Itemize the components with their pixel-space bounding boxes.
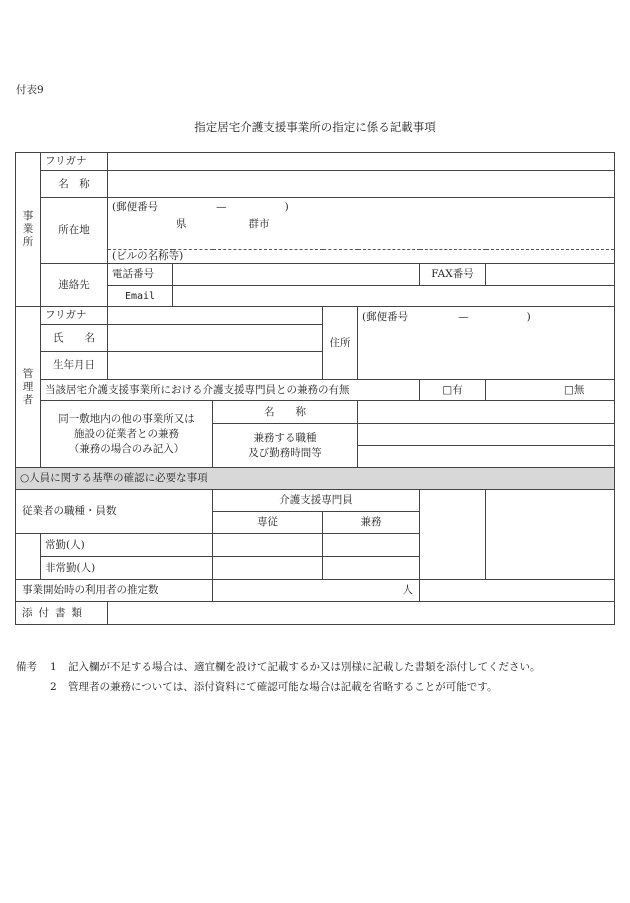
office-name-label: 名 称 (41, 171, 108, 198)
estimated-users-blank (420, 580, 615, 602)
manager-other-role-label: 兼務する職種 及び勤務時間等 (213, 424, 358, 468)
manager-furigana-field[interactable] (108, 307, 323, 325)
office-section-label: 事 業 所 (16, 153, 41, 307)
notes-label: 備考 (16, 661, 37, 673)
staff-fulltime-label: 常勤(人) (41, 534, 213, 557)
registration-form (15, 152, 615, 625)
office-contact-label: 連絡先 (41, 264, 108, 307)
manager-other-name-field[interactable] (358, 401, 615, 424)
option-no-checkbox[interactable]: □無 (486, 380, 615, 401)
staff-parttime-dedicated-field[interactable] (213, 557, 323, 580)
staff-section-title: ○人員に関する基準の確認に必要な事項 (16, 468, 615, 490)
office-postal-line: (郵便番号 — ) (112, 201, 289, 213)
office-furigana-field[interactable] (108, 153, 615, 171)
staff-job-count-label: 従業者の職種・員数 (16, 490, 213, 534)
note-item: 2 管理者の兼務については、添付資料にて確認可能な場合は記載を省略することが可能です。 (50, 681, 498, 693)
note-item: 備考 1 記入欄が不足する場合は、適宜欄を設けて記載するか又は別様に記載した書類を添付してください。 (16, 657, 541, 677)
staff-parttime-label: 非常勤(人) (41, 557, 213, 580)
estimated-users-field[interactable]: 人 (213, 580, 420, 602)
manager-other-concurrent-label: 同一敷地内の他の事業所又は 施設の従業者との兼務 （兼務の場合のみ記入） (41, 401, 213, 468)
manager-furigana-label: フリガナ (41, 307, 108, 325)
office-building-field[interactable]: (ビルの名称等) (108, 250, 615, 264)
staff-fulltime-concurrent-field[interactable] (323, 534, 420, 557)
manager-name-field[interactable] (108, 325, 323, 352)
manager-section-label: 管 理 者 (16, 307, 41, 468)
attachment-number: 付表9 (16, 84, 44, 96)
staff-indent-cell (16, 534, 41, 580)
option-yes-checkbox[interactable]: □有 (420, 380, 486, 401)
office-name-field[interactable] (108, 171, 615, 198)
attachments-field[interactable] (108, 602, 615, 625)
staff-blank-col-b (486, 490, 615, 580)
manager-other-role-field-2[interactable] (358, 446, 615, 468)
office-prefecture-line: 県 群市 (176, 218, 270, 230)
staff-fulltime-dedicated-field[interactable] (213, 534, 323, 557)
manager-address-label: 住所 (323, 307, 358, 380)
manager-other-name-label: 名 称 (213, 401, 358, 424)
staff-concurrent-label: 兼務 (323, 512, 420, 534)
estimated-users-label: 事業開始時の利用者の推定数 (16, 580, 213, 602)
office-fax-label: FAX番号 (420, 264, 486, 286)
staff-parttime-concurrent-field[interactable] (323, 557, 420, 580)
staff-full-time-only-label: 専従 (213, 512, 323, 534)
manager-address-field[interactable]: (郵便番号 — ) (358, 307, 615, 380)
notes-block (16, 657, 541, 697)
manager-other-role-field-1[interactable] (358, 424, 615, 446)
manager-birthdate-field[interactable] (108, 352, 323, 380)
manager-concurrent-question: 当該居宅介護支援事業所における介護支援専門員との兼務の有無 (41, 380, 420, 401)
document-title: 指定居宅介護支援事業所の指定に係る記載事項 (194, 120, 436, 134)
office-email-field[interactable] (173, 286, 615, 307)
office-phone-label: 電話番号 (108, 264, 173, 286)
staff-blank-col-a (420, 490, 486, 580)
manager-name-label: 氏 名 (41, 325, 108, 352)
office-phone-field[interactable] (173, 264, 420, 286)
office-address-field[interactable] (108, 198, 615, 250)
attachments-label: 添付書類 (16, 602, 108, 625)
office-email-label: Email (108, 286, 173, 307)
staff-care-manager-label: 介護支援専門員 (213, 490, 420, 512)
office-address-label: 所在地 (41, 198, 108, 264)
office-furigana-label: フリガナ (41, 153, 108, 171)
manager-birthdate-label: 生年月日 (41, 352, 108, 380)
office-fax-field[interactable] (486, 264, 615, 286)
